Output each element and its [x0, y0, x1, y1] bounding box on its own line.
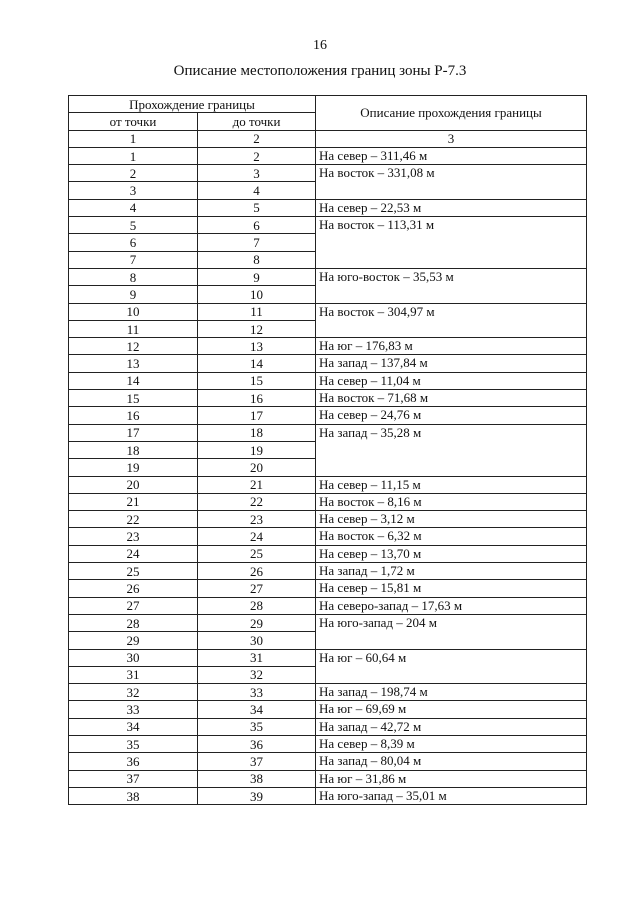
description-cell: На восток – 331,08 м — [316, 165, 587, 200]
table-row — [69, 563, 587, 580]
table-row — [69, 303, 587, 320]
to-point-cell: 19 — [198, 441, 316, 458]
to-point-cell: 18 — [198, 424, 316, 441]
from-point-cell: 37 — [69, 770, 198, 787]
to-point-cell: 10 — [198, 286, 316, 303]
to-point-cell: 7 — [198, 234, 316, 251]
to-point-cell: 6 — [198, 217, 316, 234]
to-point-cell: 11 — [198, 303, 316, 320]
from-point-cell: 13 — [69, 355, 198, 372]
description-cell: На запад – 80,04 м — [316, 753, 587, 770]
from-point-cell: 20 — [69, 476, 198, 493]
from-point-cell: 16 — [69, 407, 198, 424]
description-cell: На север – 8,39 м — [316, 735, 587, 752]
table-row — [69, 684, 587, 701]
to-point-cell: 16 — [198, 390, 316, 407]
from-point-cell: 27 — [69, 597, 198, 614]
from-point-cell: 7 — [69, 251, 198, 268]
description-cell: На восток – 6,32 м — [316, 528, 587, 545]
table-row — [69, 701, 587, 718]
description-cell: На запад – 1,72 м — [316, 563, 587, 580]
from-point-cell: 14 — [69, 372, 198, 389]
description-cell: На юго-запад – 204 м — [316, 614, 587, 649]
from-point-cell: 5 — [69, 217, 198, 234]
from-point-cell: 8 — [69, 268, 198, 285]
description-cell: На север – 24,76 м — [316, 407, 587, 424]
to-point-cell: 3 — [198, 165, 316, 182]
table-row — [69, 268, 587, 285]
table-row — [69, 528, 587, 545]
table-row — [69, 493, 587, 510]
description-cell: На запад – 137,84 м — [316, 355, 587, 372]
description-cell: На север – 22,53 м — [316, 199, 587, 216]
description-cell: На юго-восток – 35,53 м — [316, 268, 587, 303]
description-cell: На север – 3,12 м — [316, 511, 587, 528]
from-point-cell: 12 — [69, 338, 198, 355]
to-point-cell: 23 — [198, 511, 316, 528]
table-row — [69, 597, 587, 614]
header-to-point: до точки — [198, 113, 316, 130]
table-row — [69, 476, 587, 493]
table-row — [69, 407, 587, 424]
description-cell: На север – 11,15 м — [316, 476, 587, 493]
to-point-cell: 35 — [198, 718, 316, 735]
description-cell: На запад – 42,72 м — [316, 718, 587, 735]
to-point-cell: 5 — [198, 199, 316, 216]
table-body — [69, 147, 587, 804]
from-point-cell: 30 — [69, 649, 198, 666]
table-row — [69, 614, 587, 631]
table-row — [69, 372, 587, 389]
to-point-cell: 4 — [198, 182, 316, 199]
from-point-cell: 15 — [69, 390, 198, 407]
description-cell: На северо-запад – 17,63 м — [316, 597, 587, 614]
to-point-cell: 25 — [198, 545, 316, 562]
to-point-cell: 30 — [198, 632, 316, 649]
to-point-cell: 26 — [198, 563, 316, 580]
column-number-2: 2 — [198, 130, 316, 147]
from-point-cell: 26 — [69, 580, 198, 597]
description-cell: На север – 15,81 м — [316, 580, 587, 597]
table-row — [69, 735, 587, 752]
to-point-cell: 2 — [198, 147, 316, 164]
to-point-cell: 36 — [198, 735, 316, 752]
to-point-cell: 24 — [198, 528, 316, 545]
description-cell: На юго-запад – 35,01 м — [316, 787, 587, 804]
from-point-cell: 17 — [69, 424, 198, 441]
to-point-cell: 32 — [198, 666, 316, 683]
table-row — [69, 165, 587, 182]
from-point-cell: 2 — [69, 165, 198, 182]
description-cell: На юг – 176,83 м — [316, 338, 587, 355]
table-row — [69, 770, 587, 787]
to-point-cell: 12 — [198, 320, 316, 337]
table-row — [69, 199, 587, 216]
to-point-cell: 27 — [198, 580, 316, 597]
description-cell: На юг – 31,86 м — [316, 770, 587, 787]
to-point-cell: 8 — [198, 251, 316, 268]
table-row — [69, 217, 587, 234]
column-number-3: 3 — [316, 130, 587, 147]
table-row — [69, 390, 587, 407]
to-point-cell: 21 — [198, 476, 316, 493]
to-point-cell: 14 — [198, 355, 316, 372]
description-cell: На восток – 8,16 м — [316, 493, 587, 510]
from-point-cell: 11 — [69, 320, 198, 337]
table-row — [69, 511, 587, 528]
from-point-cell: 19 — [69, 459, 198, 476]
description-cell: На север – 311,46 м — [316, 147, 587, 164]
description-cell: На восток – 71,68 м — [316, 390, 587, 407]
from-point-cell: 4 — [69, 199, 198, 216]
from-point-cell: 1 — [69, 147, 198, 164]
from-point-cell: 10 — [69, 303, 198, 320]
header-description: Описание прохождения границы — [316, 96, 587, 131]
from-point-cell: 35 — [69, 735, 198, 752]
to-point-cell: 34 — [198, 701, 316, 718]
from-point-cell: 22 — [69, 511, 198, 528]
to-point-cell: 39 — [198, 787, 316, 804]
from-point-cell: 23 — [69, 528, 198, 545]
page-number: 16 — [313, 38, 327, 53]
document-title: Описание местоположения границ зоны Р-7.3 — [173, 63, 467, 79]
to-point-cell: 17 — [198, 407, 316, 424]
table-row — [69, 580, 587, 597]
to-point-cell: 15 — [198, 372, 316, 389]
boundary-table — [68, 95, 587, 805]
from-point-cell: 21 — [69, 493, 198, 510]
from-point-cell: 24 — [69, 545, 198, 562]
header-boundary-passage: Прохождение границы — [69, 96, 316, 113]
to-point-cell: 20 — [198, 459, 316, 476]
from-point-cell: 38 — [69, 787, 198, 804]
to-point-cell: 28 — [198, 597, 316, 614]
column-number-1: 1 — [69, 130, 198, 147]
to-point-cell: 33 — [198, 684, 316, 701]
from-point-cell: 28 — [69, 614, 198, 631]
header-from-point: от точки — [69, 113, 198, 130]
table-row — [69, 545, 587, 562]
table-row — [69, 649, 587, 666]
to-point-cell: 37 — [198, 753, 316, 770]
description-cell: На восток – 304,97 м — [316, 303, 587, 338]
from-point-cell: 32 — [69, 684, 198, 701]
from-point-cell: 31 — [69, 666, 198, 683]
from-point-cell: 9 — [69, 286, 198, 303]
to-point-cell: 9 — [198, 268, 316, 285]
description-cell: На юг – 60,64 м — [316, 649, 587, 684]
to-point-cell: 22 — [198, 493, 316, 510]
from-point-cell: 34 — [69, 718, 198, 735]
description-cell: На запад – 198,74 м — [316, 684, 587, 701]
table-row — [69, 338, 587, 355]
from-point-cell: 36 — [69, 753, 198, 770]
from-point-cell: 25 — [69, 563, 198, 580]
description-cell: На север – 13,70 м — [316, 545, 587, 562]
to-point-cell: 29 — [198, 614, 316, 631]
to-point-cell: 13 — [198, 338, 316, 355]
description-cell: На восток – 113,31 м — [316, 217, 587, 269]
table-row — [69, 147, 587, 164]
table-row — [69, 787, 587, 804]
from-point-cell: 6 — [69, 234, 198, 251]
description-cell: На запад – 35,28 м — [316, 424, 587, 476]
description-cell: На север – 11,04 м — [316, 372, 587, 389]
table-row — [69, 424, 587, 441]
to-point-cell: 31 — [198, 649, 316, 666]
table-row — [69, 753, 587, 770]
description-cell: На юг – 69,69 м — [316, 701, 587, 718]
from-point-cell: 33 — [69, 701, 198, 718]
from-point-cell: 3 — [69, 182, 198, 199]
from-point-cell: 18 — [69, 441, 198, 458]
to-point-cell: 38 — [198, 770, 316, 787]
table-row — [69, 355, 587, 372]
table-row — [69, 718, 587, 735]
from-point-cell: 29 — [69, 632, 198, 649]
